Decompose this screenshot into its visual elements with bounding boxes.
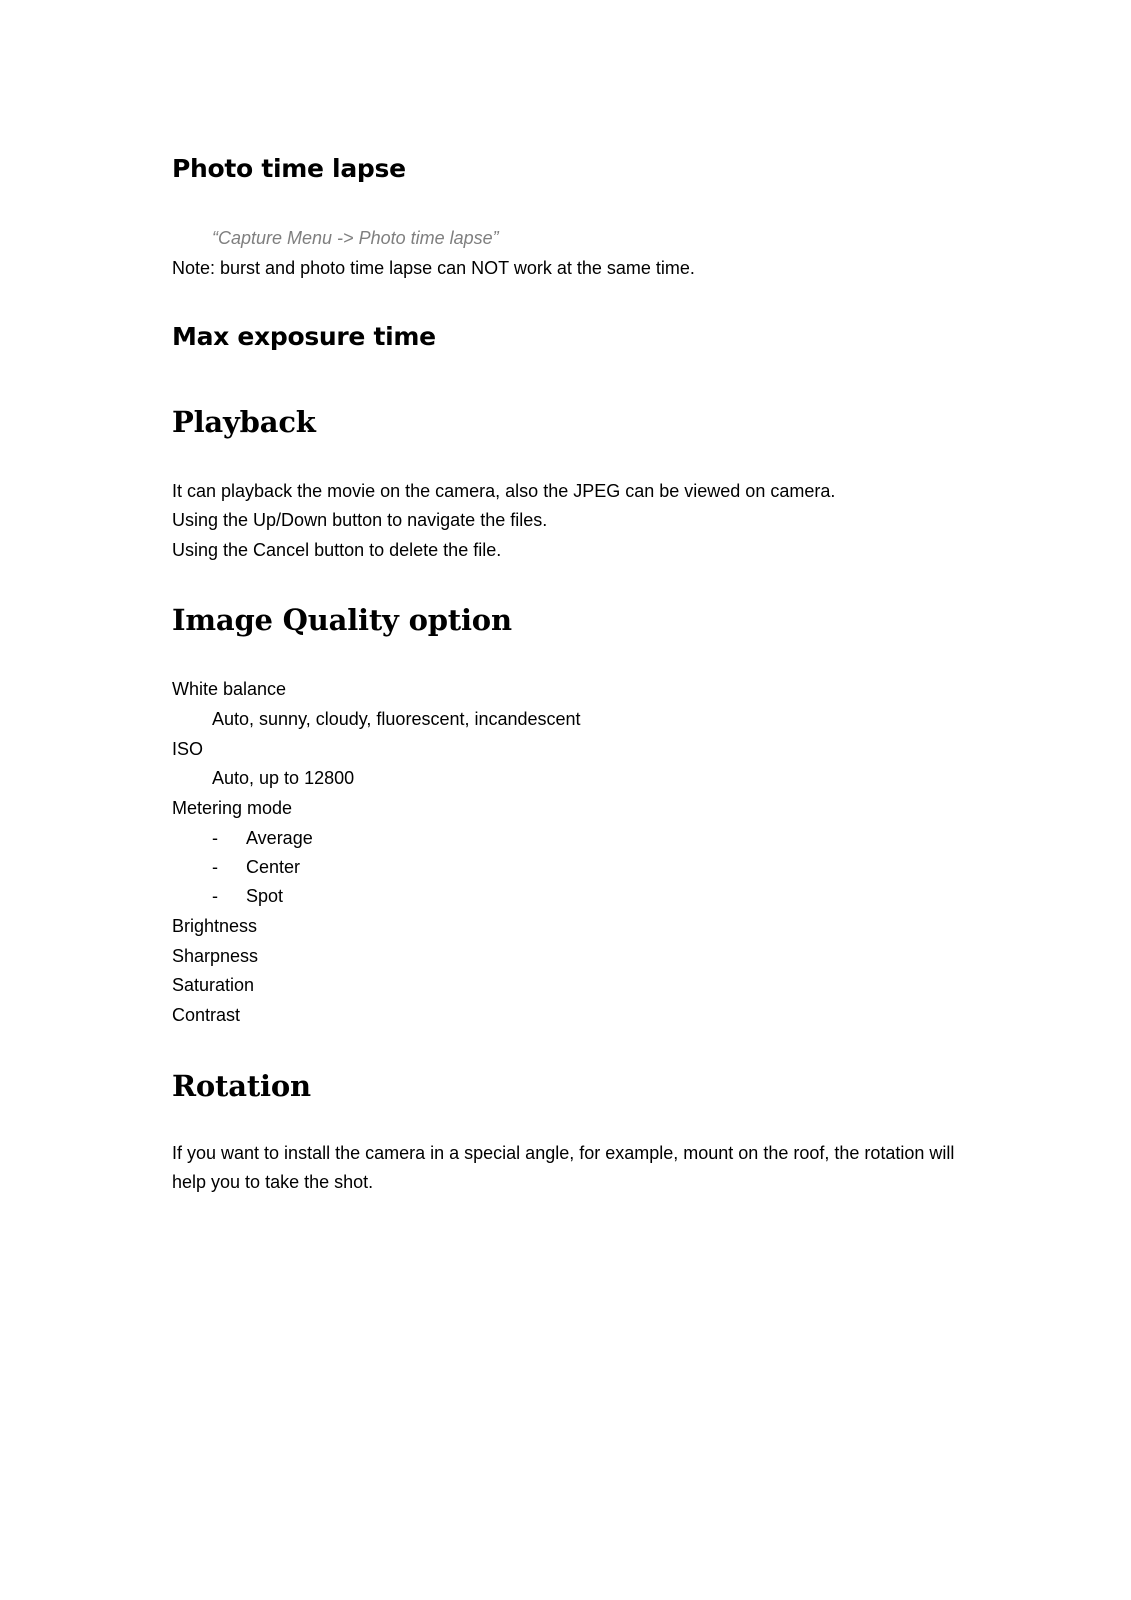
iso-label: ISO (172, 739, 204, 759)
bullet-marker: - (212, 857, 218, 877)
setting-contrast: Contrast (172, 1005, 241, 1025)
heading-max-exposure-time: Max exposure time (172, 322, 436, 351)
heading-rotation: Rotation (172, 1069, 311, 1103)
playback-line-1: It can playback the movie on the camera, also the JPEG can be viewed on camera. (172, 481, 836, 501)
metering-option-spot: Spot (246, 886, 284, 906)
playback-line-2: Using the Up/Down button to navigate the files. (172, 510, 548, 530)
bullet-marker: - (212, 886, 218, 906)
setting-sharpness: Sharpness (172, 946, 259, 966)
setting-saturation: Saturation (172, 975, 255, 995)
heading-playback: Playback (172, 405, 316, 439)
white-balance-values: Auto, sunny, cloudy, fluorescent, incandescent (212, 709, 581, 729)
menu-path-photo-time-lapse: “Capture Menu -> Photo time lapse” (212, 228, 499, 248)
metering-mode-label: Metering mode (172, 798, 293, 818)
heading-photo-time-lapse: Photo time lapse (172, 154, 406, 183)
heading-image-quality-option: Image Quality option (172, 603, 512, 637)
rotation-paragraph: If you want to install the camera in a special angle, for example, mount on the roof, the rotation will help you to take the shot. (172, 1143, 955, 1192)
bullet-marker: - (212, 828, 218, 848)
playback-line-3: Using the Cancel button to delete the file. (172, 540, 502, 560)
metering-option-average: Average (246, 828, 313, 848)
metering-option-center: Center (246, 857, 301, 877)
iso-values: Auto, up to 12800 (212, 768, 355, 788)
white-balance-label: White balance (172, 679, 287, 699)
setting-brightness: Brightness (172, 916, 258, 936)
note-photo-time-lapse: Note: burst and photo time lapse can NOT work at the same time. (172, 258, 695, 278)
